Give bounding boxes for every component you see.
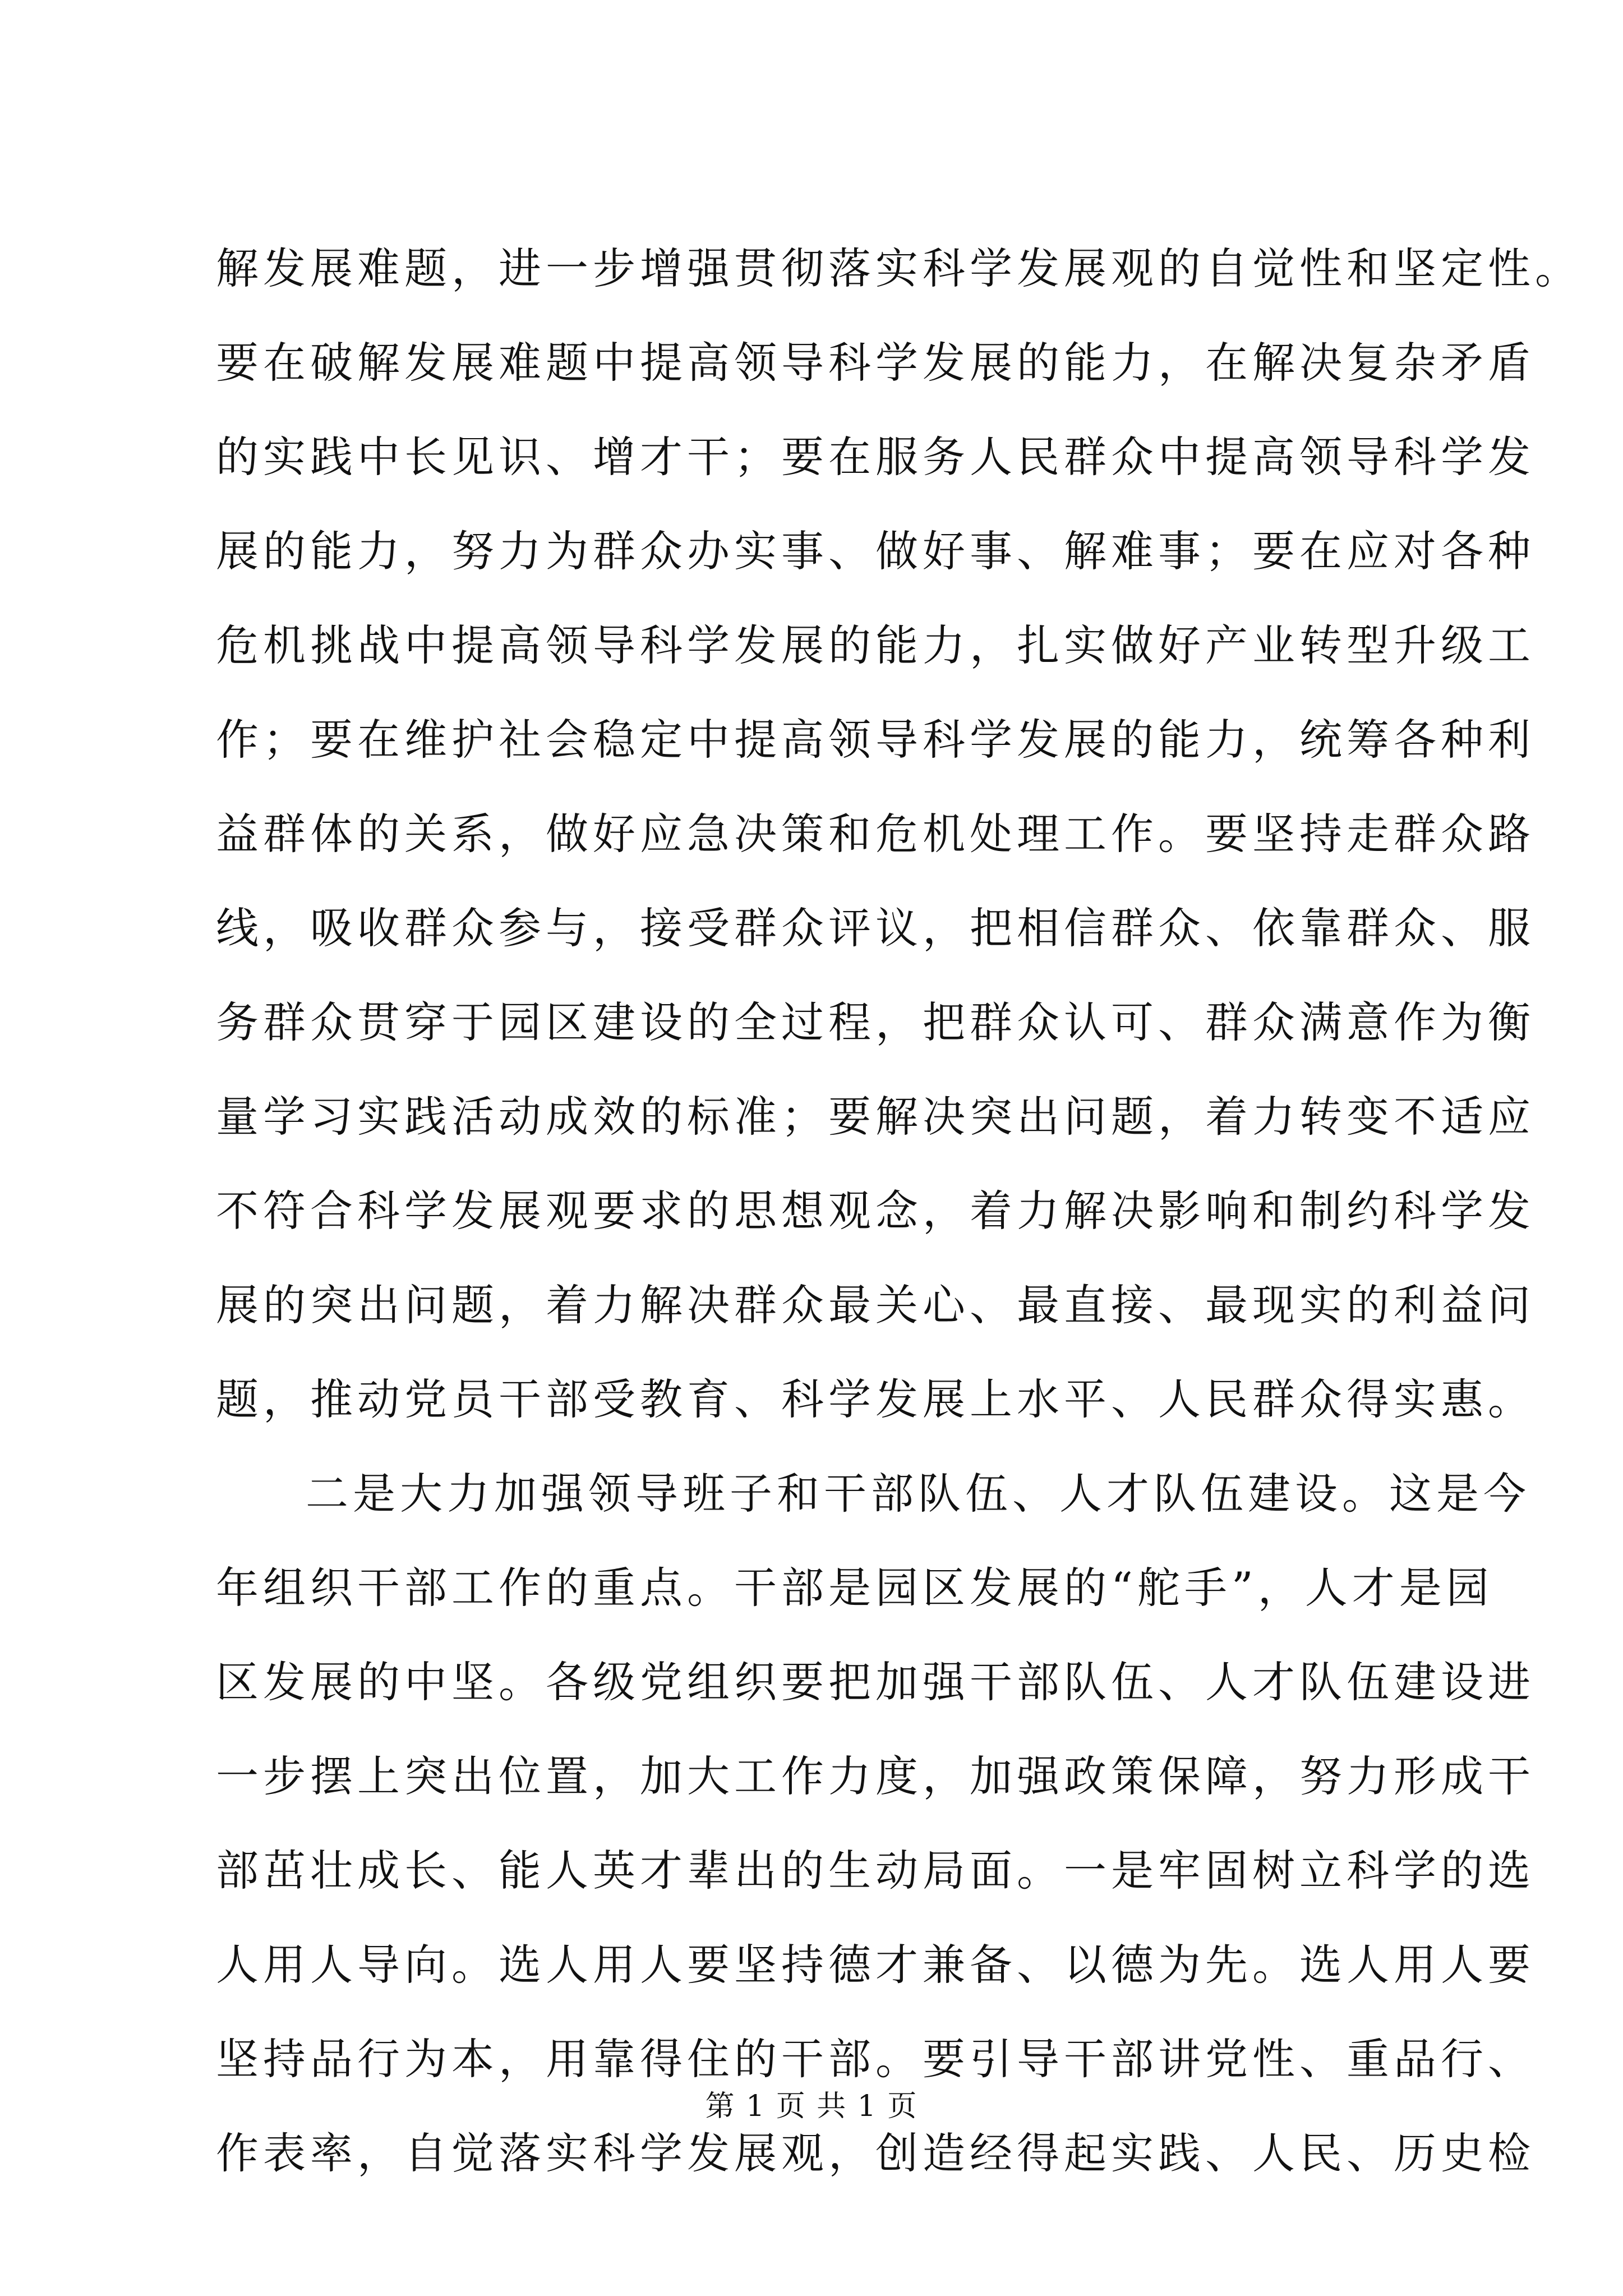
text-line: 作表率，自觉落实科学发展观，创造经得起实践、人民、历史检 [216, 2128, 1535, 2178]
text-line: 作；要在维护社会稳定中提高领导科学发展的能力，统筹各种利 [216, 715, 1535, 765]
text-line: 要在破解发展难题中提高领导科学发展的能力，在解决复杂矛盾 [216, 338, 1535, 388]
body-text [216, 222, 1582, 2201]
text-line: 的实践中长见识、增才干；要在服务人民群众中提高领导科学发 [216, 432, 1535, 482]
text-line: 年组织干部工作的重点。干部是园区发展的“舵手”，人才是园 [216, 1563, 1493, 1613]
page-footer [0, 2087, 1623, 2126]
text-line: 坚持品行为本，用靠得住的干部。要引导干部讲党性、重品行、 [216, 2034, 1535, 2084]
page-number: 第 1 页 共 1 页 [705, 2090, 918, 2123]
text-line: 线，吸收群众参与，接受群众评议，把相信群众、依靠群众、服 [216, 903, 1535, 953]
text-line: 区发展的中坚。各级党组织要把加强干部队伍、人才队伍建设进 [216, 1657, 1535, 1707]
text-line: 益群体的关系，做好应急决策和危机处理工作。要坚持走群众路 [216, 809, 1535, 859]
text-line: 解发展难题，进一步增强贯彻落实科学发展观的自觉性和坚定性。 [216, 243, 1582, 293]
text-line: 不符合科学发展观要求的思想观念，着力解决影响和制约科学发 [216, 1186, 1535, 1236]
text-line: 量学习实践活动成效的标准；要解决突出问题，着力转变不适应 [216, 1092, 1535, 1142]
text-line: 部茁壮成长、能人英才辈出的生动局面。一是牢固树立科学的选 [216, 1846, 1535, 1895]
text-line: 危机挑战中提高领导科学发展的能力，扎实做好产业转型升级工 [216, 620, 1535, 670]
text-line: 题，推动党员干部受教育、科学发展上水平、人民群众得实惠。 [216, 1374, 1535, 1424]
text-line: 人用人导向。选人用人要坚持德才兼备、以德为先。选人用人要 [216, 1940, 1535, 1990]
text-line: 一步摆上突出位置，加大工作力度，加强政策保障，努力形成干 [216, 1751, 1535, 1801]
text-line: 务群众贯穿于园区建设的全过程，把群众认可、群众满意作为衡 [216, 997, 1535, 1047]
text-line: 展的突出问题，着力解决群众最关心、最直接、最现实的利益问 [216, 1280, 1535, 1330]
text-line: 展的能力，努力为群众办实事、做好事、解难事；要在应对各种 [216, 526, 1535, 576]
paragraph-first-line: 二是大力加强领导班子和干部队伍、人才队伍建设。这是今 [306, 1469, 1530, 1519]
